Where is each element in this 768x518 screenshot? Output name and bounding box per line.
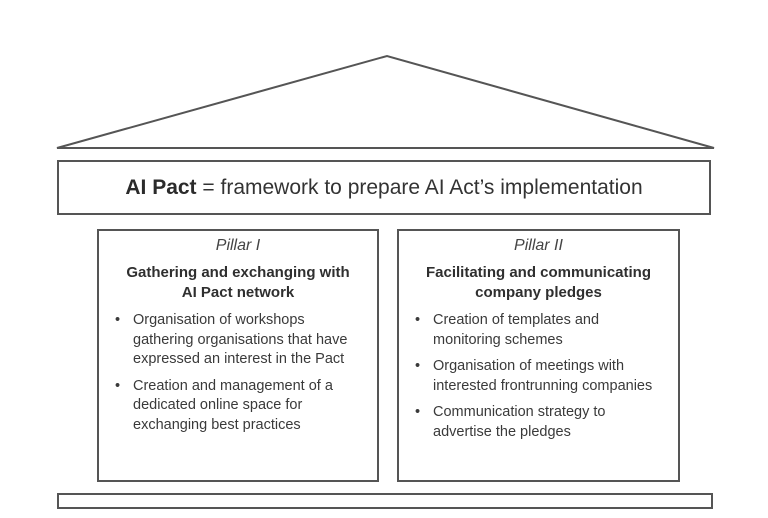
pillar-1-item-2-text: Creation and management of a dedicated online space for exchanging best practices xyxy=(133,377,333,433)
foundation-base xyxy=(57,493,713,509)
bullet-icon: • xyxy=(115,377,121,394)
banner-rest-text: = framework to prepare AI Act’s implementation xyxy=(196,175,643,199)
pillar-2-item-3 xyxy=(413,403,664,442)
bullet-icon: • xyxy=(115,312,121,328)
pillar-2-heading-line-2: company pledges xyxy=(475,284,602,301)
pillar-2-heading xyxy=(413,263,664,303)
bullet-icon: • xyxy=(415,358,421,374)
pillar-2-title: Pillar II xyxy=(514,237,563,254)
pillar-2-item-1 xyxy=(413,311,664,350)
bullet-icon: • xyxy=(415,312,421,328)
pillar-1-item-2 xyxy=(113,377,363,436)
pillar-1-item-1-text: Organisation of workshops gathering organisations that have expressed an interest in the Pact xyxy=(133,312,348,367)
pillar-1-heading-line-2: AI Pact network xyxy=(181,284,295,301)
pillar-1-heading-line-1: Gathering and exchanging with xyxy=(126,264,350,281)
pillar-1-list xyxy=(113,311,363,435)
pillar-2-item-3-text: Communication strategy to advertise the pledges xyxy=(433,404,606,440)
pillar-1-box xyxy=(97,229,379,482)
bullet-icon: • xyxy=(415,404,421,420)
banner-lead-text: AI Pact xyxy=(125,175,197,199)
pillar-1-title: Pillar I xyxy=(215,237,261,254)
pillar-2-item-1-text: Creation of templates and monitoring schemes xyxy=(433,312,600,348)
pillar-2-item-2 xyxy=(413,357,664,396)
pillar-1-heading xyxy=(113,263,363,303)
pillar-2-list xyxy=(413,311,664,442)
framework-banner xyxy=(57,160,711,215)
pillar-2-item-2-text: Organisation of meetings with interested frontrunning companies xyxy=(433,358,653,394)
pillar-2-heading-line-1: Facilitating and communicating xyxy=(425,264,652,281)
pillar-1-item-1 xyxy=(113,311,363,370)
roof-triangle xyxy=(0,0,768,160)
pillar-2-box xyxy=(397,229,680,482)
